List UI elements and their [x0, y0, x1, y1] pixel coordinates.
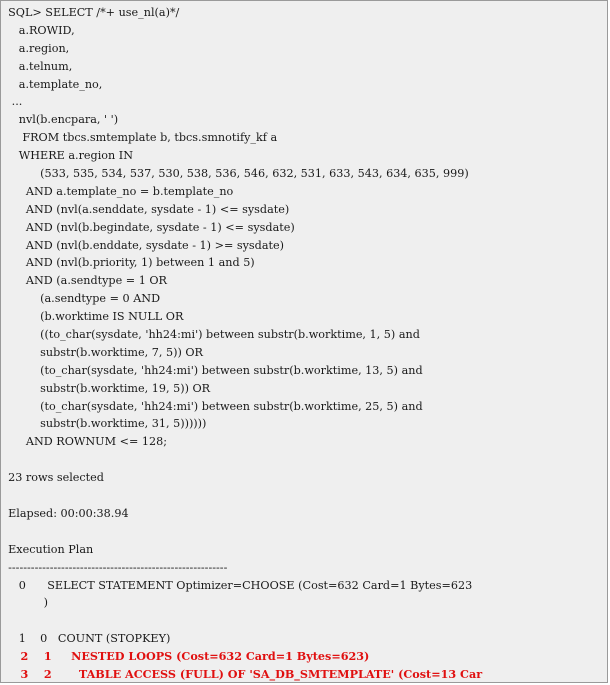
terminal-line: )	[1, 596, 49, 610]
terminal-lines	[1, 4, 482, 683]
terminal-line: AND (nvl(b.begindate, sysdate - 1) <= sysdate)	[1, 220, 295, 234]
terminal-line	[1, 451, 482, 469]
terminal-line: (a.sendtype = 0 AND	[1, 292, 161, 306]
terminal-line: (to_char(sysdate, 'hh24:mi') between substr(b.worktime, 25, 5) and	[1, 399, 423, 413]
terminal-line: AND (nvl(a.senddate, sysdate - 1) <= sysdate)	[1, 202, 290, 216]
terminal-line: substr(b.worktime, 19, 5)) OR	[1, 381, 211, 395]
plan-line-highlighted: 2 1 NESTED LOOPS (Cost=632 Card=1 Bytes=623)	[1, 649, 370, 664]
terminal-line: (b.worktime IS NULL OR	[1, 310, 184, 324]
plan-line-highlighted: 3 2 TABLE ACCESS (FULL) OF 'SA_DB_SMTEMPLATE' (Cost=13 Car	[1, 666, 483, 681]
terminal-line: 1 0 COUNT (STOPKEY)	[1, 632, 171, 646]
terminal-line: a.telnum,	[1, 59, 73, 73]
terminal-line: (533, 535, 534, 537, 530, 538, 536, 546, 632, 531, 633, 543, 634, 635, 999)	[1, 167, 469, 181]
terminal-line: AND (a.sendtype = 1 OR	[1, 274, 167, 288]
terminal-line	[1, 523, 482, 541]
terminal-line: substr(b.worktime, 31, 5))))))	[1, 417, 207, 431]
terminal-line: a.region,	[1, 41, 70, 55]
terminal-line	[1, 612, 482, 630]
terminal-line: AND (nvl(b.enddate, sysdate - 1) >= sysdate)	[1, 238, 284, 252]
terminal-line: ((to_char(sysdate, 'hh24:mi') between substr(b.worktime, 1, 5) and	[1, 328, 420, 342]
terminal-line: AND ROWNUM <= 128;	[1, 435, 168, 449]
terminal-line: ----------------------------------------------------------	[1, 560, 228, 574]
terminal-line: AND (nvl(b.priority, 1) between 1 and 5)	[1, 256, 255, 270]
terminal-line: FROM tbcs.smtemplate b, tbcs.smnotify_kf a	[1, 131, 278, 145]
terminal-line: 0 SELECT STATEMENT Optimizer=CHOOSE (Cost=632 Card=1 Bytes=623	[1, 578, 473, 592]
terminal-line: WHERE a.region IN	[1, 149, 133, 163]
terminal-line	[1, 487, 482, 505]
terminal-line: a.ROWID,	[1, 23, 75, 37]
terminal-line: a.template_no,	[1, 77, 103, 91]
terminal-line: nvl(b.encpara, ' ')	[1, 113, 119, 127]
terminal-line: (to_char(sysdate, 'hh24:mi') between substr(b.worktime, 13, 5) and	[1, 363, 423, 377]
terminal-line: 23 rows selected	[1, 471, 104, 485]
terminal-line: ...	[1, 95, 23, 109]
terminal-line: SQL> SELECT /*+ use_nl(a)*/	[1, 6, 180, 19]
terminal-line: Elapsed: 00:00:38.94	[1, 506, 129, 520]
terminal-line: AND a.template_no = b.template_no	[1, 184, 234, 198]
terminal-line: substr(b.worktime, 7, 5)) OR	[1, 345, 203, 359]
terminal-line: Execution Plan	[1, 542, 94, 556]
